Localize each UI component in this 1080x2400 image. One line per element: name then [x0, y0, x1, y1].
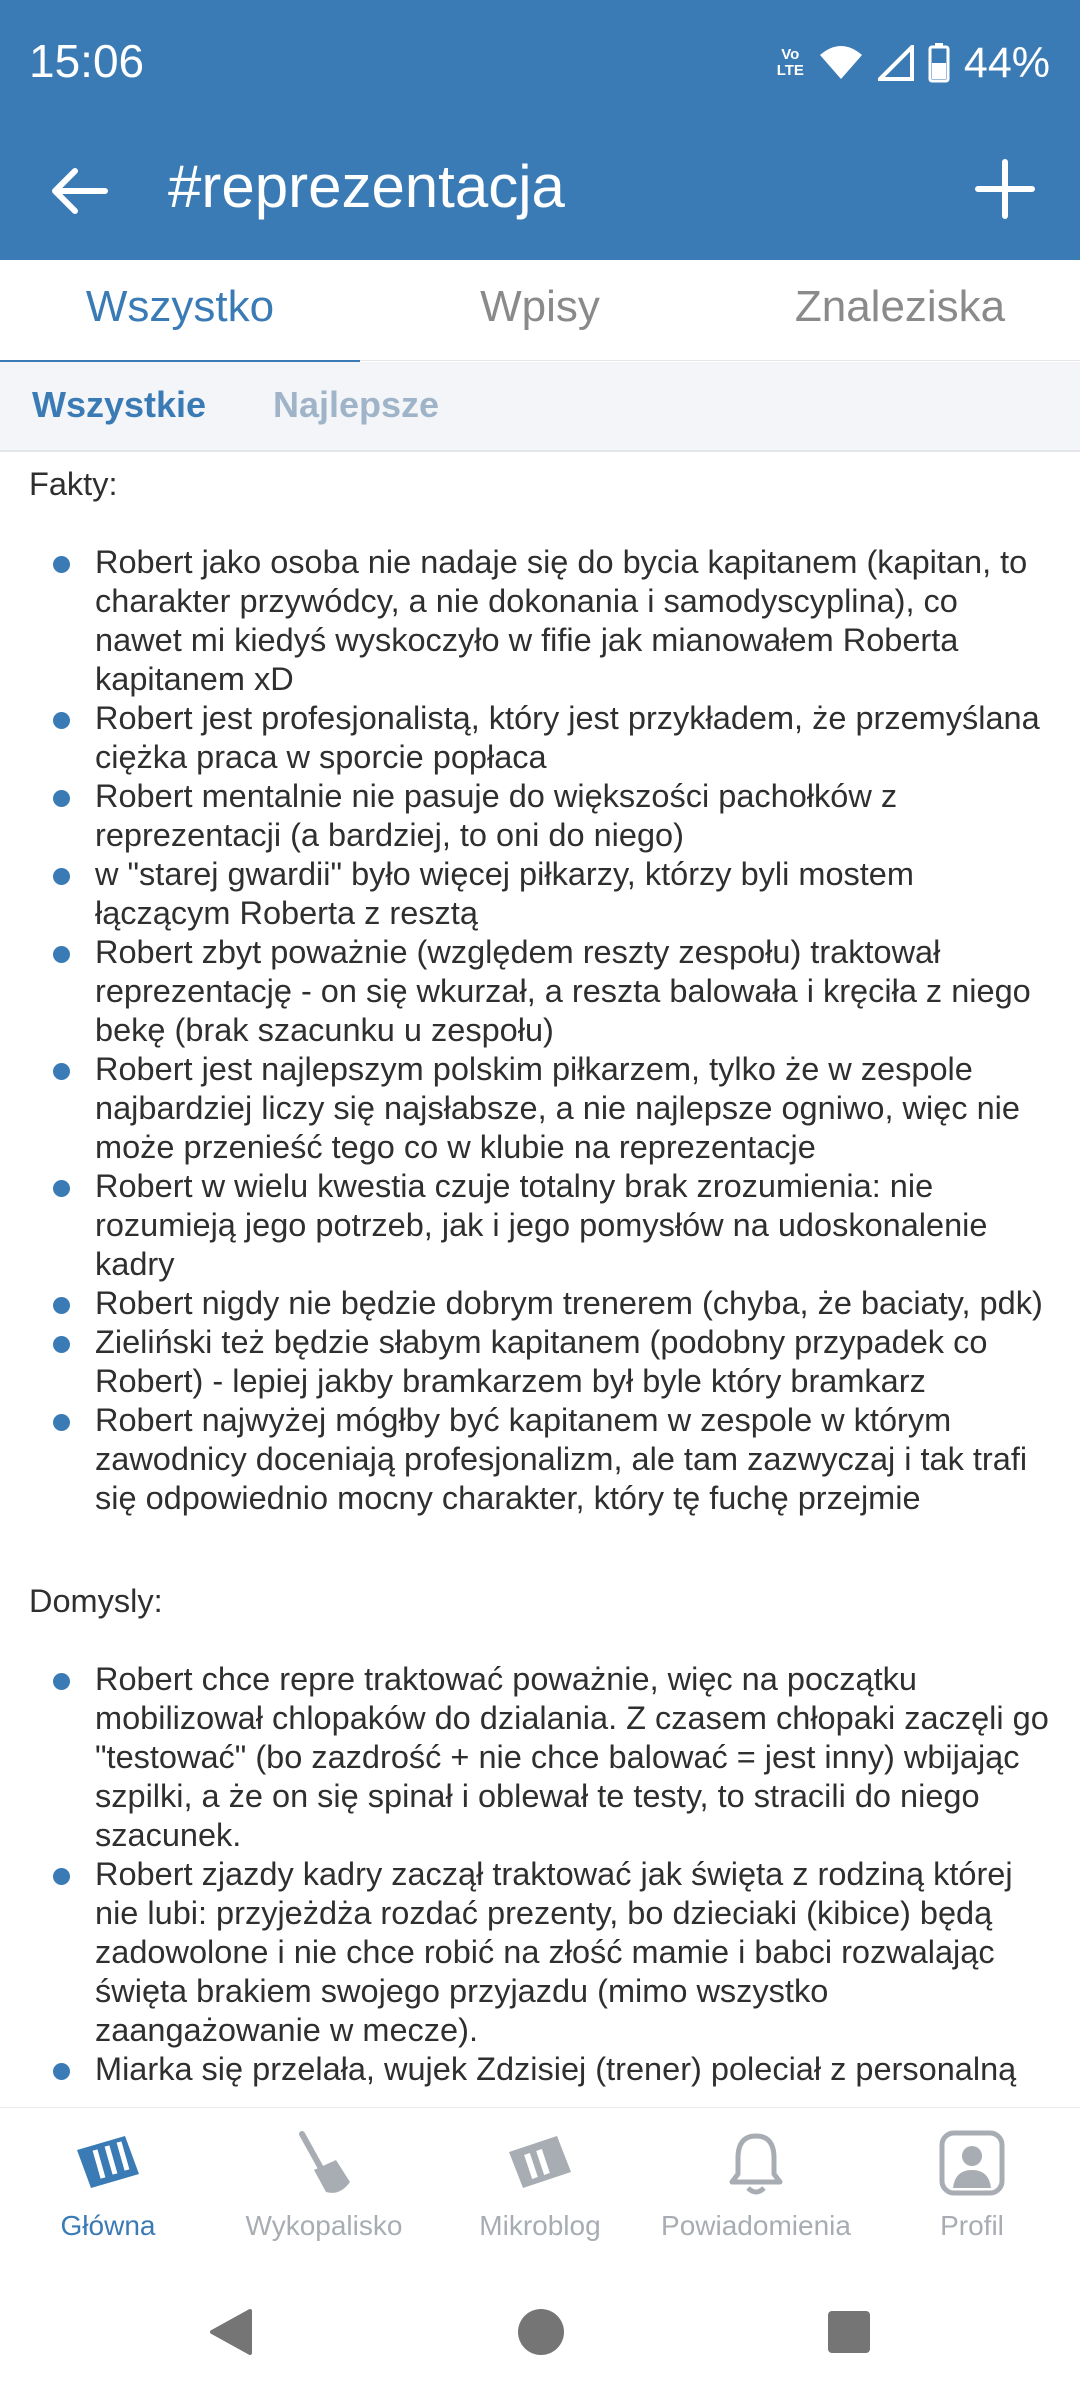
tab-wszystko[interactable]: Wszystko — [0, 260, 360, 360]
facts-heading: Fakty: — [29, 466, 118, 502]
nav-wykopalisko[interactable]: Wykopalisko — [216, 2108, 432, 2258]
battery-icon — [928, 43, 950, 83]
system-recents-icon[interactable] — [826, 2309, 872, 2355]
list-item: Robert mentalnie nie pasuje do większości pachołków z reprezentacji (a bardziej, to oni do niego) — [0, 777, 1080, 855]
status-time: 15:06 — [29, 35, 145, 87]
list-item: Robert chce repre traktować poważnie, więc na początku mobilizował chlopaków do dzialania. Z czasem chłopaki zaczęli go "testować" (bo zazdrość + nie chce balować = jest inny) wbijając szpilki, a że on się spinał i oblewał te testy, to stracili do niego szacunek. — [0, 1660, 1080, 1855]
system-back-icon[interactable] — [206, 2307, 256, 2357]
system-navigation-bar — [0, 2257, 1080, 2400]
tab-wpisy[interactable]: Wpisy — [480, 282, 600, 331]
list-item: Robert jest najlepszym polskim piłkarzem, tylko że w zespole najbardziej liczy się najsłabsze, a nie najlepsze ogniwo, więc nie może przenieść tego co w klubie na reprezentacje — [0, 1050, 1080, 1167]
guesses-heading: Domysly: — [29, 1583, 163, 1619]
home-wykop-icon — [73, 2130, 143, 2194]
list-item: Miarka się przelała, wujek Zdzisiej (trener) poleciał z personalną — [0, 2050, 1080, 2089]
page-title: #reprezentacja — [168, 153, 565, 220]
nav-mikroblog[interactable]: Mikroblog — [432, 2108, 648, 2258]
nav-profil[interactable]: Profil — [864, 2108, 1080, 2258]
post-content — [0, 452, 1080, 2107]
nav-powiadomienia[interactable]: Powiadomienia — [648, 2108, 864, 2258]
list-item: Robert jest profesjonalistą, który jest przykładem, że przemyślana ciężka praca w sporcie popłaca — [0, 699, 1080, 777]
list-item: Robert zjazdy kadry zaczął traktować jak święta z rodziną której nie lubi: przyjeżdża rozdać prezenty, bo dzieciaki (kibice) będą zadowolone i nie chce robić na złość mamie i babci rozwalając święta brakiem swojego przyjazdu (mimo wszystko zaangażowanie w mecze). — [0, 1855, 1080, 2050]
guesses-list — [0, 1660, 1080, 2089]
bottom-navigation — [0, 2107, 1080, 2258]
tab-znaleziska[interactable]: Znaleziska — [794, 282, 1006, 331]
content-tabs — [0, 260, 1080, 361]
list-item: w "starej gwardii" było więcej piłkarzy, którzy byli mostem łączącym Roberta z resztą — [0, 855, 1080, 933]
list-item: Robert najwyżej mógłby być kapitanem w zespole w którym zawodnicy doceniają profesjonalizm, ale tam zazwyczaj i tak trafi się odpowiednio mocny charakter, który tę fuchę przejmie — [0, 1401, 1080, 1518]
nav-glowna[interactable]: Główna — [0, 2108, 216, 2258]
bell-icon — [726, 2130, 786, 2196]
list-item: Robert jako osoba nie nadaje się do bycia kapitanem (kapitan, to charakter przywódcy, a nie dokonania i samodyscyplina), co nawet mi kiedyś wyskoczyło w fifie jak mianowałem Roberta kapitanem xD — [0, 543, 1080, 699]
list-item: Zieliński też będzie słabym kapitanem (podobny przypadek co Robert) - lepiej jakby bramkarzem był byle który bramkarz — [0, 1323, 1080, 1401]
status-icons — [777, 38, 1050, 88]
system-home-icon[interactable] — [516, 2307, 566, 2357]
status-bar — [0, 0, 1080, 126]
facts-list — [0, 543, 1080, 1518]
signal-icon — [878, 45, 914, 81]
profile-avatar-icon — [939, 2130, 1005, 2196]
battery-percent: 44% — [963, 38, 1050, 87]
app-bar — [0, 126, 1080, 260]
filter-tabs — [0, 362, 1080, 452]
list-item: Robert w wielu kwestia czuje totalny brak zrozumienia: nie rozumieją jego potrzeb, jak i jego pomysłów na udoskonalenie kadry — [0, 1167, 1080, 1284]
volte-icon: Vo LTE — [776, 46, 804, 79]
filter-wszystkie[interactable]: Wszystkie — [32, 384, 207, 425]
list-item: Robert zbyt poważnie (względem reszty zespołu) traktował reprezentację - on się wkurzał, a reszta balowała i kręciła z niego bekę (brak szacunku u zespołu) — [0, 933, 1080, 1050]
wifi-icon — [818, 45, 864, 81]
shovel-icon — [292, 2130, 356, 2200]
filter-najlepsze[interactable]: Najlepsze — [273, 384, 440, 425]
add-icon[interactable] — [970, 154, 1040, 224]
list-item: Robert nigdy nie będzie dobrym trenerem (chyba, że baciaty, pdk) — [0, 1284, 1080, 1323]
back-arrow-icon[interactable] — [45, 156, 115, 226]
mikroblog-icon — [505, 2130, 575, 2194]
